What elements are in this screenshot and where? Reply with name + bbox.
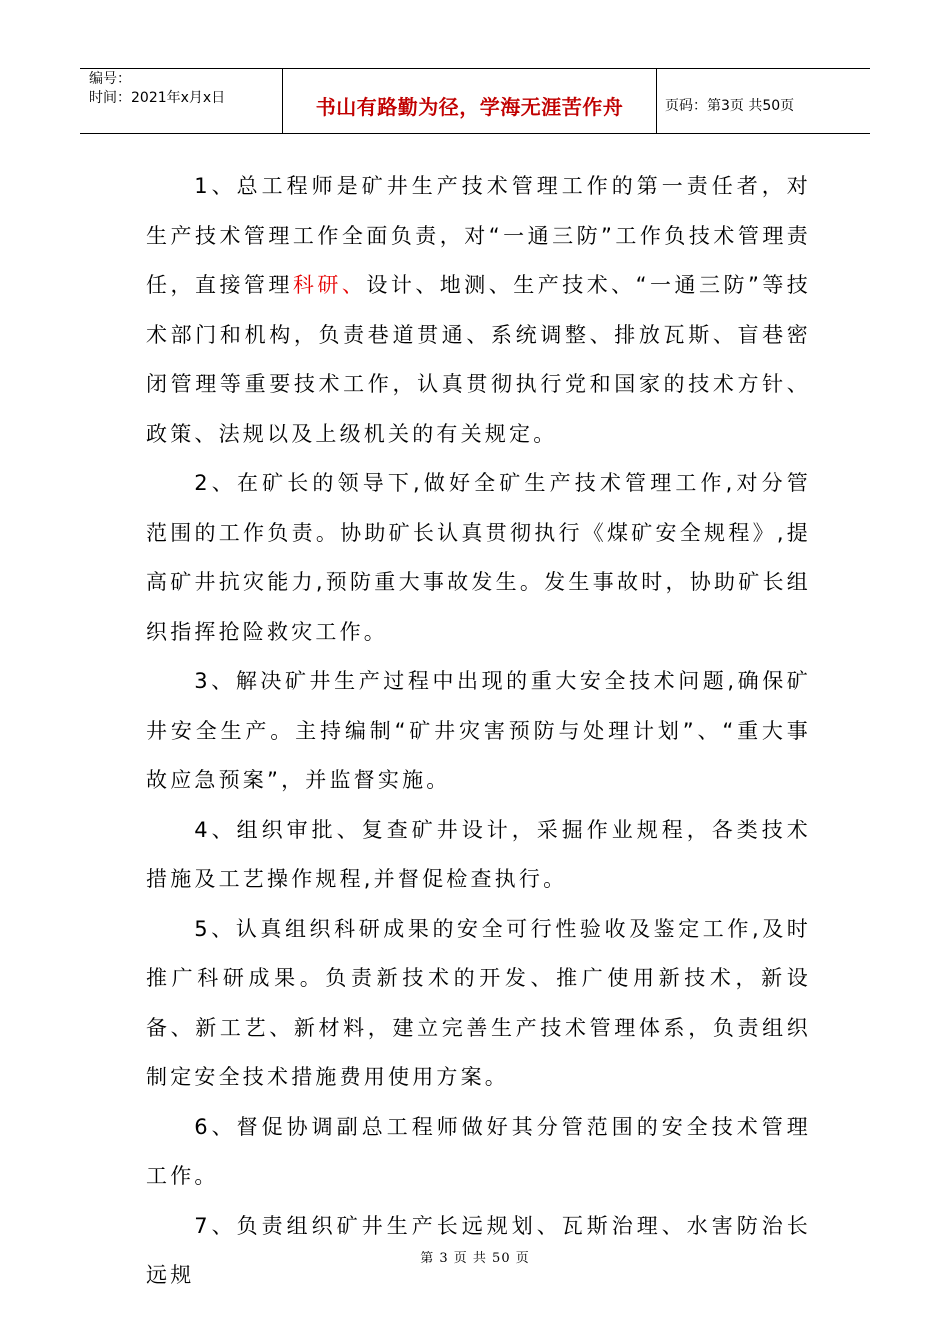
header-meta <box>80 69 283 133</box>
header-motto: 书山有路勤为径，学海无涯苦作舟 <box>315 94 624 119</box>
paragraph-6: 6、督促协调副总工程师做好其分管范围的安全技术管理工作。 <box>146 1114 811 1188</box>
paragraph-1-highlight: 科研、 <box>292 273 367 297</box>
paragraph-1-text-before: 1、总工程师是矿井生产技术管理工作的第一责任者，对生产技术管理工作全面负责，对“一通三防”工作负技术管理责任，直接管理 <box>146 174 811 297</box>
document-header <box>80 68 870 134</box>
paragraph-4: 4、组织审批、复查矿井设计，采掘作业规程，各类技术措施及工艺操作规程,并督促检查执行。 <box>146 817 811 891</box>
paragraph-5: 5、认真组织科研成果的安全可行性验收及鉴定工作,及时推广科研成果。负责新技术的开发、推广使用新技术，新设备、新工艺、新材料，建立完善生产技术管理体系，负责组织制定安全技术措施费用使用方案。 <box>146 916 811 1089</box>
paragraph-7: 7、负责组织矿井生产长远规划、瓦斯治理、水害防治长远规 <box>146 1213 811 1287</box>
document-time: 时间：2021年x月x日 <box>89 90 226 106</box>
paragraph-3: 3、解决矿井生产过程中出现的重大安全技术问题,确保矿井安全生产。主持编制“矿井灾害预防与处理计划”、“重大事故应急预案”，并监督实施。 <box>146 669 811 792</box>
header-motto-cell <box>283 69 657 133</box>
document-body <box>146 162 811 1301</box>
header-page-info: 页码：第3页 共50页 <box>665 98 795 114</box>
paragraph-1 <box>146 162 811 459</box>
document-number-label: 编号： <box>89 71 131 87</box>
paragraph-1-text-after: 设计、地测、生产技术、“一通三防”等技术部门和机构，负责巷道贯通、系统调整、排放瓦斯、盲巷密闭管理等重要技术工作，认真贯彻执行党和国家的技术方针、政策、法规以及上级机关的有关规定。 <box>146 273 812 446</box>
page-footer: 第 3 页 共 50 页 <box>420 1251 530 1266</box>
paragraph-2: 2、在矿长的领导下,做好全矿生产技术管理工作,对分管范围的工作负责。协助矿长认真贯彻执行《煤矿安全规程》,提高矿井抗灾能力,预防重大事故发生。发生事故时，协助矿长组织指挥抢险救灾工作。 <box>146 471 811 644</box>
